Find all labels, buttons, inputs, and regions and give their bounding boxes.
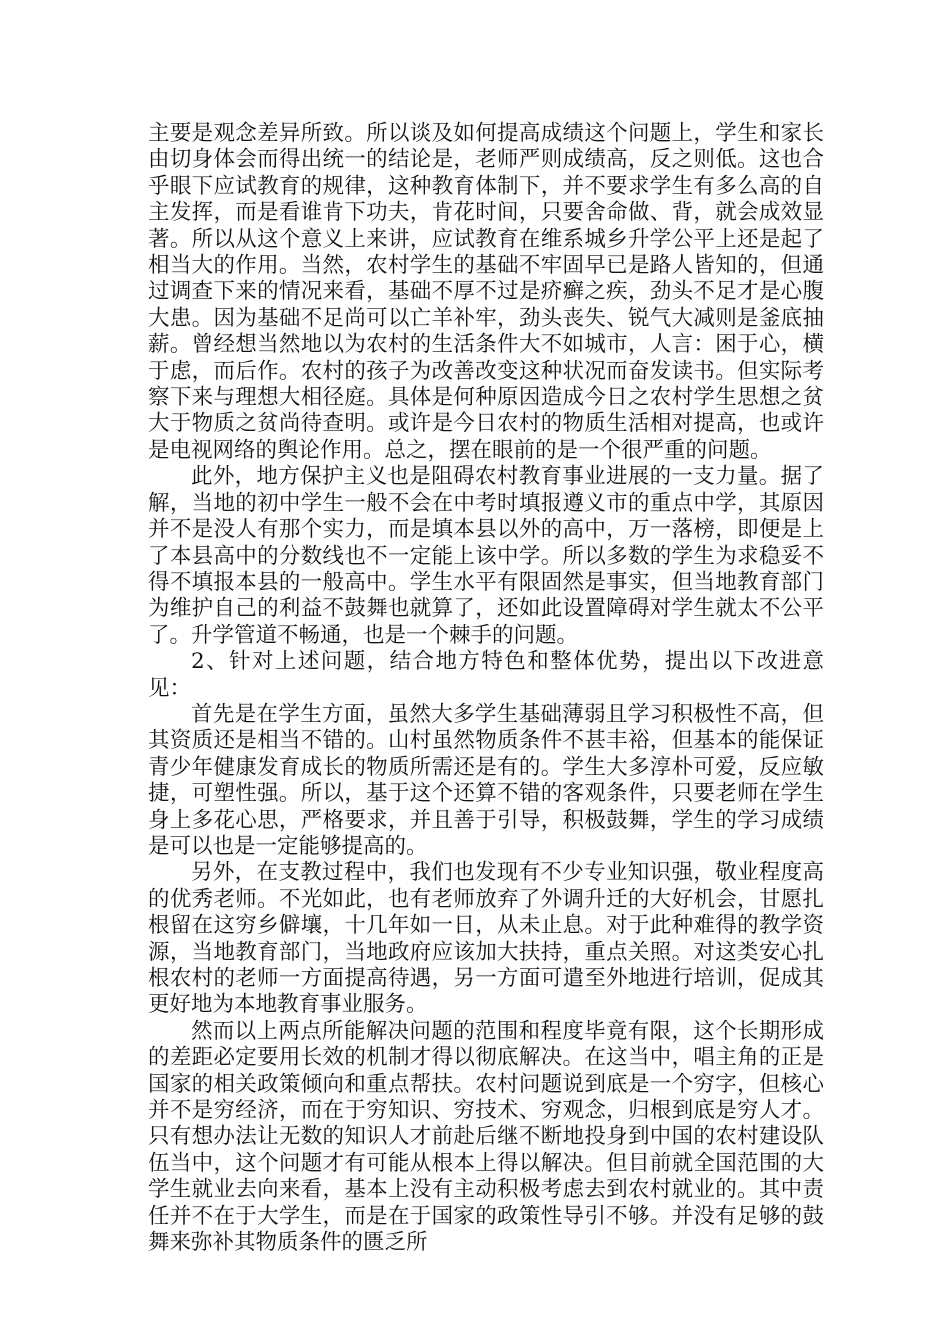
paragraph-4: 首先是在学生方面，虽然大多学生基础薄弱且学习积极性不高，但其资质还是相当不错的。山村虽然物质条件不甚丰裕，但基本的能保证青少年健康发育成长的物质所需还是有的。学生大多淳朴可爱，反应敏捷，可塑性强。所以，基于这个还算不错的客观条件，只要老师在学生身上多花心思，严格要求，并且善于引导，积极鼓舞，学生的学习成绩是可以也是一定能够提高的。 (148, 701, 824, 859)
paragraph-2: 此外，地方保护主义也是阻碍农村教育事业进展的一支力量。据了解，当地的初中学生一般不会在中考时填报遵义市的重点中学，其原因并不是没人有那个实力，而是填本县以外的高中，万一落榜，即便是上了本县高中的分数线也不一定能上该中学。所以多数的学生为求稳妥不得不填报本县的一般高中。学生水平有限固然是事实，但当地教育部门为维护自己的利益不鼓舞也就算了，还如此设置障碍对学生就太不公平了。升学管道不畅通，也是一个棘手的问题。 (148, 464, 824, 648)
paragraph-1: 主要是观念差异所致。所以谈及如何提高成绩这个问题上，学生和家长由切身体会而得出统一的结论是，老师严则成绩高，反之则低。这也合乎眼下应试教育的规律，这种教育体制下，并不要求学生有多么高的自主发挥，而是看谁肯下功夫，肯花时间，只要舍命做、背，就会成效显著。所以从这个意义上来讲，应试教育在维系城乡升学公平上还是起了相当大的作用。当然，农村学生的基础不牢固早已是路人皆知的，但通过调查下来的情况来看，基础不厚不过是疥癣之疾，劲头不足才是心腹大患。因为基础不足尚可以亡羊补牢，劲头丧失、锐气大减则是釜底抽薪。曾经想当然地以为农村的生活条件大不如城市，人言：困于心，横于虑，而后作。农村的孩子为改善改变这种状况而奋发读书。但实际考察下来与理想大相径庭。具体是何种原因造成今日之农村学生思想之贫大于物质之贫尚待查明。或许是今日农村的物质生活相对提高，也或许是电视网络的舆论作用。总之，摆在眼前的是一个很严重的问题。 (148, 121, 824, 463)
document-body (148, 121, 824, 1256)
paragraph-6: 然而以上两点所能解决问题的范围和程度毕竟有限，这个长期形成的差距必定要用长效的机制才得以彻底解决。在这当中，唱主角的正是国家的相关政策倾向和重点帮扶。农村问题说到底是一个穷字，但核心并不是穷经济，而在于穷知识、穷技术、穷观念，归根到底是穷人才。只有想办法让无数的知识人才前赴后继不断地投身到中国的农村建设队伍当中，这个问题才有可能从根本上得以解决。但目前就全国范围的大学生就业去向来看，基本上没有主动积极考虑去到农村就业的。其中责任并不在于大学生，而是在于国家的政策性导引不够。并没有足够的鼓舞来弥补其物质条件的匮乏所 (148, 1018, 824, 1256)
paragraph-3: 2、针对上述问题，结合地方特色和整体优势，提出以下改进意见： (148, 649, 824, 701)
paragraph-5: 另外，在支教过程中，我们也发现有不少专业知识强，敬业程度高的优秀老师。不光如此，也有老师放弃了外调升迁的大好机会，甘愿扎根留在这穷乡僻壤，十几年如一日，从未止息。对于此种难得的教学资源，当地教育部门，当地政府应该加大扶持，重点关照。对这类安心扎根农村的老师一方面提高待遇，另一方面可遣至外地进行培训，促成其更好地为本地教育事业服务。 (148, 860, 824, 1018)
